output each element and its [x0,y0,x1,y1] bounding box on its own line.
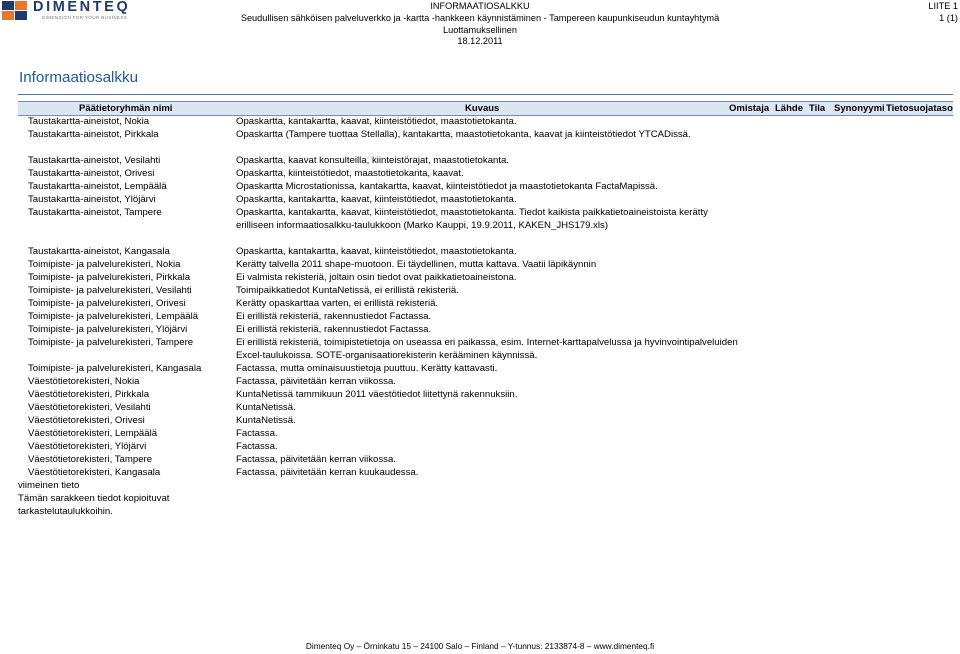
table-row-description: Toimipaikkatiedot KuntaNetissä, ei erillistä rekisteriä. [236,285,459,296]
classification-label: Luottamuksellinen [442,25,518,35]
table-row-name: Toimipiste- ja palvelurekisteri, Lempäälä [28,311,199,322]
table-row-description: Factassa, päivitetään kerran kuukaudessa. [236,467,419,478]
table-row-description: Opaskartta, kantakartta, kaavat, kiinteistötiedot, maastotietokanta. [236,194,517,205]
table-row-name: Toimipiste- ja palvelurekisteri, Orivesi [28,298,186,309]
table-row-description: KuntaNetissä. [236,402,296,413]
table-row-description: Opaskartta (Tampere tuottaa Stellalla), kantakartta, maastotietokanta, kaavat ja kiinteistötiedot YTCADissä. [236,129,691,140]
logo-tagline: DIMENSION FOR YOUR BUSINESS [42,15,128,20]
table-row-description: Factassa, päivitetään kerran viikossa. [236,376,396,387]
table-row-description: Ei erillistä rekisteriä, toimipistetietoja on useassa eri paikassa, esim. Internet-karttapalvelussa ja hyvinvointipalveluiden [236,337,738,348]
table-row-description: Opaskartta, kantakartta, kaavat, kiinteistötiedot, maastotietokanta. Tiedot kaikista paikkatietoaineistoista kerätty [236,207,708,218]
table-row-description: Factassa, mutta ominaisuustietoja puuttuu. Kerätty kattavasti. [236,363,498,374]
table-note: viimeinen tieto [18,480,80,491]
table-row-name: Taustakartta-aineistot, Orivesi [28,168,155,179]
table-row-description: Factassa. [236,428,278,439]
table-row-name: Taustakartta-aineistot, Kangasala [28,246,170,257]
column-header-name: Päätietoryhmän nimi [79,103,173,114]
table-row-description: Factassa. [236,441,278,452]
column-header-source: Lähde [775,103,803,114]
table-row-description: Opaskartta, kantakartta, kaavat, kiinteistötiedot, maastotietokanta. [236,246,517,257]
title-divider [18,94,953,95]
page-title: Informaatiosalkku [19,69,139,86]
table-row-description: Opaskartta, kantakartta, kaavat, kiinteistötiedot, maastotietokanta. [236,116,517,127]
document-date: 18.12.2011 [457,36,503,46]
table-row-description: KuntaNetissä tammikuun 2011 väestötiedot liitettynä rakennuksiin. [236,389,518,400]
table-row-description: Ei erillistä rekisteriä, rakennustiedot Factassa. [236,311,432,322]
table-row-name: Väestötietorekisteri, Lempäälä [28,428,158,439]
page-footer: Dimenteq Oy – Örninkatu 15 – 24100 Salo – Finland – Y-tunnus: 2133874-8 – www.dimenteq.fi [305,641,655,651]
table-row-description: Opaskartta, kiinteistötiedot, maastotietokanta, kaavat. [236,168,464,179]
table-row-name: Väestötietorekisteri, Orivesi [28,415,145,426]
table-row-name: Taustakartta-aineistot, Ylöjärvi [28,194,156,205]
column-header-status: Tila [809,103,826,114]
table-row-description: Kerätty talvella 2011 shape-muotoon. Ei täydellinen, mutta kattava. Vaatii läpikäynnin [236,259,597,270]
table-row-name: Väestötietorekisteri, Tampere [28,454,153,465]
column-header-description: Kuvaus [465,103,500,114]
table-row-description: Kerätty opaskarttaa varten, ei erillistä rekisteriä. [236,298,439,309]
table-row-description: Ei erillistä rekisteriä, rakennustiedot Factassa. [236,324,432,335]
table-row-description-continued: erilliseen informaatiosalkku-taulukkoon (Marko Kauppi, 19.9.2011, KAKEN_JHS179.xls) [236,220,609,231]
column-header-owner: Omistaja [729,103,770,114]
table-note: tarkastelutaulukkoihin. [18,506,113,517]
table-row-description: Ei valmista rekisteriä, joltain osin tiedot ovat paikkatietoaineistona. [236,272,517,283]
table-row-description: Factassa, päivitetään kerran viikossa. [236,454,396,465]
table-row-name: Taustakartta-aineistot, Lempäälä [28,181,167,192]
table-row-name: Taustakartta-aineistot, Pirkkala [28,129,159,140]
table-row-name: Väestötietorekisteri, Nokia [28,376,140,387]
table-row-name: Toimipiste- ja palvelurekisteri, Tampere [28,337,194,348]
table-row-name: Taustakartta-aineistot, Tampere [28,207,162,218]
table-note: Tämän sarakkeen tiedot kopioituvat [18,493,170,504]
table-row-name: Väestötietorekisteri, Pirkkala [28,389,150,400]
document-subtitle: Seudullisen sähköisen palveluverkko ja -kartta -hankkeen käynnistäminen - Tampereen kaupunkiseudun kuntayhtymä [240,13,720,23]
table-header [18,101,953,116]
table-row-name: Väestötietorekisteri, Vesilahti [28,402,151,413]
table-row-name: Taustakartta-aineistot, Nokia [28,116,150,127]
table-row-name: Väestötietorekisteri, Kangasala [28,467,161,478]
column-header-synonym: Synonyymi [834,103,885,114]
table-row-name: Väestötietorekisteri, Ylöjärvi [28,441,147,452]
column-header-privacy-level: Tietosuojataso [886,103,953,114]
page-number: 1 (1) [939,13,958,23]
table-row-name: Toimipiste- ja palvelurekisteri, Kangasala [28,363,202,374]
appendix-label: LIITE 1 [928,1,958,11]
logo-wordmark: DIMENTEQ [33,0,131,15]
table-row-description: Opaskartta, kaavat konsulteilla, kiinteistörajat, maastotietokanta. [236,155,510,166]
table-row-description: Opaskartta Microstationissa, kantakartta, kaavat, kiinteistötiedot ja maastotietokanta FactaMapissä. [236,181,658,192]
table-row-name: Toimipiste- ja palvelurekisteri, Nokia [28,259,181,270]
table-row-name: Toimipiste- ja palvelurekisteri, Vesilahti [28,285,192,296]
document-title: INFORMAATIOSALKKU [430,1,530,11]
table-row-name: Taustakartta-aineistot, Vesilahti [28,155,161,166]
table-row-name: Toimipiste- ja palvelurekisteri, Pirkkala [28,272,191,283]
table-row-name: Toimipiste- ja palvelurekisteri, Ylöjärvi [28,324,188,335]
table-row-description-continued: Excel-taulukoissa. SOTE-organisaatiorekisterin kerääminen käynnissä. [236,350,538,361]
table-row-description: KuntaNetissä. [236,415,296,426]
